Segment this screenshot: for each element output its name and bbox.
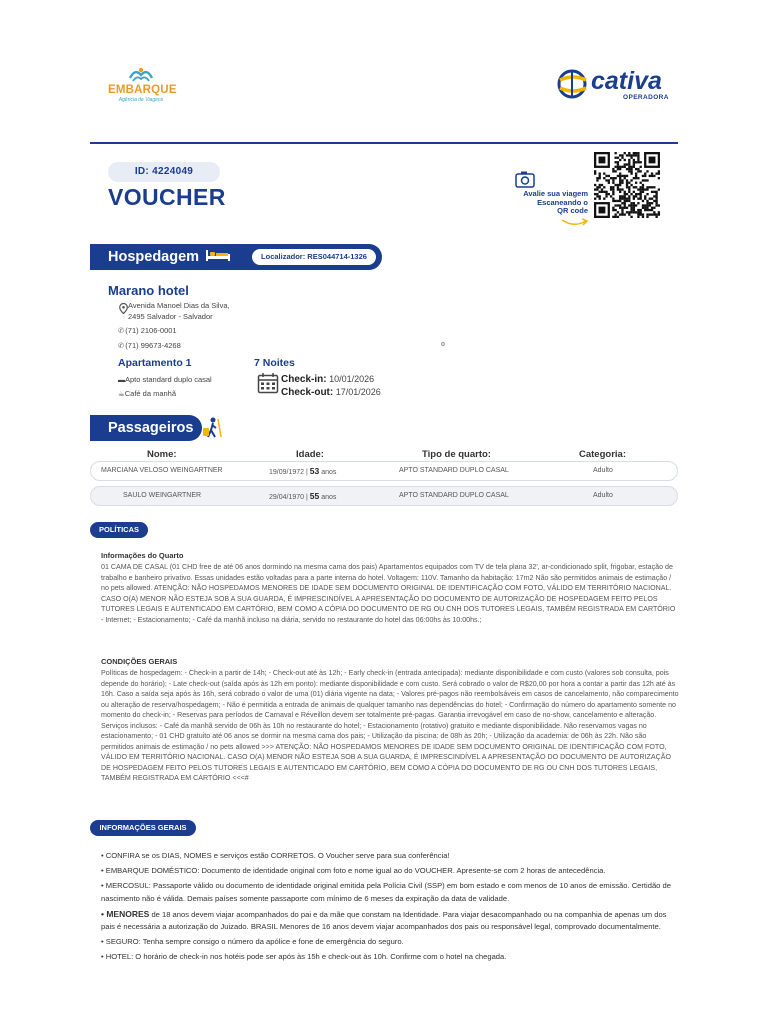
passenger-room: APTO STANDARD DUPLO CASAL <box>399 492 509 499</box>
informacoes-list <box>101 850 681 966</box>
cativa-logo-name: cativa <box>591 67 662 95</box>
passenger-name: MARCIANA VELOSO WEINGARTNER <box>101 467 223 474</box>
passenger-category: Adulto <box>593 467 613 474</box>
bed-icon <box>205 248 231 262</box>
hotel-address-1: Avenida Manoel Dias da Silva, <box>128 301 230 310</box>
qr-code[interactable] <box>594 152 660 218</box>
table-row <box>90 486 678 506</box>
meal-plan: Café da manhã <box>124 389 177 398</box>
checkout-row <box>281 387 381 398</box>
passenger-room: APTO STANDARD DUPLO CASAL <box>399 467 509 474</box>
cativa-logo <box>555 66 673 104</box>
embarque-logo <box>108 66 177 116</box>
quarto-info-text: 01 CAMA DE CASAL (01 CHD free de até 06 anos dormindo na mesma cama dos pais) Apartamentos equipados com TV de tela plana 32', ar-condicionado split, frigobar, estação de trabalho e banheiro privativo. Essas unidades estão voltadas para a parte interna do hotel. Voltagem: 110V. Tamanho da habitação: 17m2 Não são permitidos animais de estimação / no pets allowed. ATENÇÃO: NÃO HOSPEDAMOS MENORES DE IDADE SEM DOCUMENTO ORIGINAL DE IDENTIFICAÇÃO COM FOTO, VÁLIDO EM TERRITÓRIO NACIONAL. CASO O(A) MENOR NÃO ESTEJA SOB A SUA GUARDA, É IMPRESCINDÍVEL A APRESENTAÇÃO DO DOCUMENTO DE AUTORIZAÇÃO DE HOSPEDAGEM FEITO PELOS TUTORES LEGAIS E AUTENTICADO EM CARTÓRIO, BEM COMO A CÓPIA DO DOCUMENTO DE RG OU CNH DOS TUTORES LEGAIS, TAMBÉM REGISTRADA EM CARTÓRIO - Internet; - Estacionamento; - Café da manhã incluso na diária, servido no restaurante do hotel das 06:00hs às 10:00hs.; <box>101 563 676 624</box>
col-header-tipo: Tipo de quarto: <box>422 449 491 460</box>
calendar-icon <box>257 372 279 394</box>
info-item <box>101 908 681 934</box>
info-item: • CONFIRA se os DIAS, NOMES e serviços estão CORRETOS. O Voucher serve para sua conferência! <box>101 851 450 860</box>
passenger-category: Adulto <box>593 492 613 499</box>
passenger-age-unit: anos <box>321 494 337 501</box>
checkin-label: Check-in: <box>281 374 327 385</box>
passageiros-section-header <box>90 415 202 441</box>
location-pin-icon <box>119 303 128 314</box>
col-header-nome: Nome: <box>147 449 177 460</box>
arrow-icon <box>560 216 590 228</box>
politicas-label: POLÍTICAS <box>90 522 148 538</box>
hospedagem-title: Hospedagem <box>108 249 200 265</box>
passenger-name: SAULO WEINGARTNER <box>123 492 202 499</box>
passenger-age: 55 <box>309 491 320 501</box>
camera-icon <box>514 170 538 190</box>
hotel-phone-2-row <box>118 341 181 351</box>
qr-text-2: Escaneando o <box>537 197 588 207</box>
condicoes-gerais-text: Políticas de hospedagem: - Check-in a partir de 14h; - Check-out até às 12h; - Early check-in (entrada antecipada): mediante disponibilidade e com custo (valores sob consulta, pois depende do horário); - Late check-out (saída após às 12h em ponto): mediante disponibilidade e com custo. Será cobrado o valor de R$20,00 por hora a contar a partir das 12h até às 16h. Caso a saída seja após às 16h, será cobrado o valor de uma (01) diária vigente na data; - Valores pré-pagos não reembolsáveis em casos de cancelamento, não comparecimento ou alteração de reserva/hospedagem; - Não é permitida a entrada de animais de qualquer tamanho nas dependências do hotel; - Confirmação do número do apartamento somente no momento do check-in; - Reservas para períodos de Carnaval e Réveillon devem ser totalmente pré-pagas. Garantia irrevogável em caso de no-show, cancelamento e alteração. Serviços inclusos: - Café da manhã servido de 06h às 10h no restaurante do hotel; - Estacionamento (rotativo) gratuito e mediante disponibilidade. Não reservamos vagas no estacionamento; - 01 CHD gratuito até 06 anos se dormir na mesma cama dos pais; - Utilização da piscina: de 08h às 20h; - Utilização da academia: de 06h às 22h. Não são permitidos animais de estimação / no pets allowed >>> ATENÇÃO: NÃO HOSPEDAMOS MENORES DE IDADE SEM DOCUMENTO ORIGINAL DE IDENTIFICAÇÃO COM FOTO, VÁLIDO EM TERRITÓRIO NACIONAL. CASO O(A) MENOR NÃO ESTEJA SOB A SUA GUARDA, É IMPRESCINDÍVEL A APRESENTAÇÃO DO DOCUMENTO DE AUTORIZAÇÃO DE HOSPEDAGEM FEITO PELOS TUTORES LEGAIS E AUTENTICADO EM CARTÓRIO, BEM COMO A CÓPIA DO DOCUMENTO DE RG OU CNH DOS TUTORES LEGAIS, TAMBÉM REGISTRADA EM CARTÓRIO <<<# <box>101 669 679 782</box>
nights-count: 7 Noites <box>254 357 295 369</box>
hotel-phone-2: (71) 99673-4268 <box>125 341 181 350</box>
info-item: • SEGURO: Tenha sempre consigo o número da apólice e fone de emergência do seguro. <box>101 937 404 947</box>
passenger-age-cell <box>269 462 336 482</box>
embarque-logo-name: EMBARQUE <box>108 84 177 96</box>
info-item-bold: • MENORES <box>101 908 150 919</box>
table-row <box>90 461 678 481</box>
hotel-phone-1-row <box>118 326 177 336</box>
embarque-logo-tagline: Agência de Viagens <box>118 97 164 103</box>
passenger-age-cell <box>269 487 336 507</box>
phone-icon: ✆ <box>118 341 125 350</box>
qr-text-3: QR code <box>557 206 588 215</box>
info-item: • EMBARQUE DOMÉSTICO: Documento de identidade original com foto e nome igual ao do VOUCHER. Apresente-se com 2 horas de antecedência. <box>101 865 606 875</box>
coffee-icon: ☕ <box>118 389 125 398</box>
apartment-title: Apartamento 1 <box>118 357 192 369</box>
phone-icon: ✆ <box>118 326 125 335</box>
passenger-birthdate: 19/09/1972 | <box>269 469 308 476</box>
room-type-row <box>118 375 212 384</box>
hotel-address-2: 2495 Salvador - Salvador <box>128 312 213 321</box>
voucher-id-badge: ID: 4224049 <box>108 162 220 182</box>
voucher-title: VOUCHER <box>108 184 226 210</box>
cativa-globe-icon <box>555 66 591 102</box>
localizador-badge: Localizador: RES044714-1326 <box>252 249 376 265</box>
room-bed-icon: ▬ <box>118 377 125 384</box>
header-divider <box>90 142 678 144</box>
quarto-info-title: Informações do Quarto <box>101 551 184 560</box>
checkout-label: Check-out: <box>281 387 334 398</box>
cativa-logo-sub: OPERADORA <box>623 94 669 101</box>
map-marker-dot <box>441 342 445 346</box>
passenger-age-unit: anos <box>321 469 337 476</box>
room-type: Apto standard duplo casal <box>125 375 212 384</box>
checkin-date: 10/01/2026 <box>329 374 375 384</box>
hotel-name: Marano hotel <box>108 283 189 298</box>
condicoes-gerais-title: CONDIÇÕES GERAIS <box>101 657 178 666</box>
hotel-phone-1: (71) 2106-0001 <box>125 326 177 335</box>
qr-text-1: Avalie sua viagem <box>523 189 588 198</box>
passenger-age: 53 <box>309 466 320 476</box>
qr-callout <box>510 164 590 224</box>
waves-icon <box>126 66 156 84</box>
checkout-date: 17/01/2026 <box>335 387 381 397</box>
info-item: • HOTEL: O horário de check-in nos hotéis pode ser após às 15h e check-out às 10h. Confirme com o hotel na chegada. <box>101 952 507 962</box>
passageiros-title: Passageiros <box>108 420 194 436</box>
info-item: • MERCOSUL: Passaporte válido ou documento de identidade original emitida pela Polícia Civil (SSP) em bom estado e com menos de 10 anos de emissão. Certidão de nascimento não é válida. Demais países somente passaporte com mínimo de 6 meses da expiração da data de validade. <box>101 880 671 903</box>
passenger-birthdate: 29/04/1970 | <box>269 494 308 501</box>
col-header-idade: Idade: <box>296 449 324 460</box>
meal-plan-row <box>118 389 176 398</box>
traveler-icon <box>200 416 224 440</box>
checkin-row <box>281 374 374 385</box>
informacoes-gerais-label: INFORMAÇÕES GERAIS <box>90 820 196 836</box>
info-item-rest: de 18 anos devem viajar acompanhados do pai e da mãe que constam na Identidade. Para viajar desacompanhado ou na companhia de apenas um dos pais é necessária a autorização do Juizado. BRASIL Menores de 16 anos devem viajar acompanhados dos pais ou responsável legal, comprovado documentalmente. <box>101 909 667 932</box>
col-header-categoria: Categoria: <box>579 449 626 460</box>
